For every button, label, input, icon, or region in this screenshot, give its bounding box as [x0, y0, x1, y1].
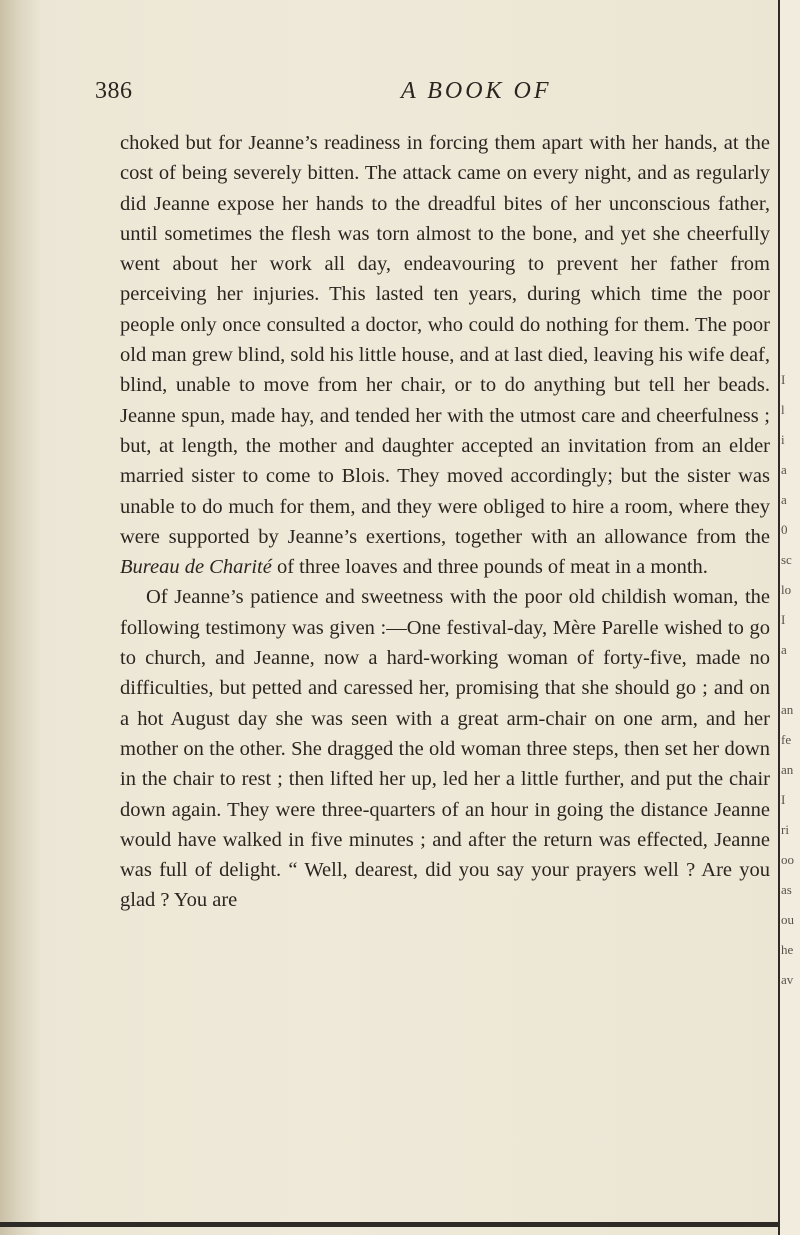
body-text: [120, 128, 770, 916]
paragraph-2: Of Jeanne’s patience and sweetness with the poor old childish woman, the following testimony was given :—One festival-day, Mère Parelle wished to go to church, and Jeanne, now a hard-working woman of forty-five, made no difficulties, but petted and caressed her, promising that she should go ; and on a hot August day she was seen with a great arm-chair on one arm, and her mother on the other. She dragged the old woman three steps, then set her down in the chair to rest ; then lifted her up, led her a little further, and put the chair down again. They were three-quarters of an hour in going the distance Jeanne would have walked in five minutes ; and after the return was effected, Jeanne was full of delight. “ Well, dearest, did you say your prayers well ? Are you glad ? You are: [120, 586, 770, 912]
paragraph-1: [120, 128, 770, 582]
paragraph-1-italic-term: Bureau de Charité: [120, 556, 272, 579]
bottom-page-edge: [0, 1222, 780, 1227]
paragraph-1-text-start: choked but for Jeanne’s readiness in forcing them apart with her hands, at the cost of being severely bitten. The attack came on every night, and as regularly did Jeanne expose her hands to the dreadful bites of her unconscious father, until sometimes the flesh was torn almost to the bone, and yet she cheerfully went about her work all day, endeavouring to prevent her father from perceiving her injuries. This lasted ten years, during which time the poor people only once consulted a doctor, who could do nothing for them. The poor old man grew blind, sold his little house, and at last died, leaving his wife deaf, blind, unable to move from her chair, or to do anything but tell her beads. Jeanne spun, made hay, and tended her with the utmost care and cheerfulness ; but, at length, the mother and daughter accepted an invitation from an elder married sister to come to Blois. They moved accordingly; but the sister was unable to do much for them, and they were obliged to hire a room, where they were supported by Jeanne’s exertions, together with an allowance from the: [120, 132, 770, 548]
running-head: A BOOK OF: [401, 78, 552, 104]
page-header: [95, 78, 775, 118]
page-number: 386: [95, 78, 133, 104]
paragraph-1-text-end: of three loaves and three pounds of meat in a month.: [271, 556, 708, 579]
page-gutter-shadow: [0, 0, 40, 1235]
facing-page-fragments: I l i a a 0 sc lo I a an fe an I ri oo as ou he av: [781, 372, 794, 987]
